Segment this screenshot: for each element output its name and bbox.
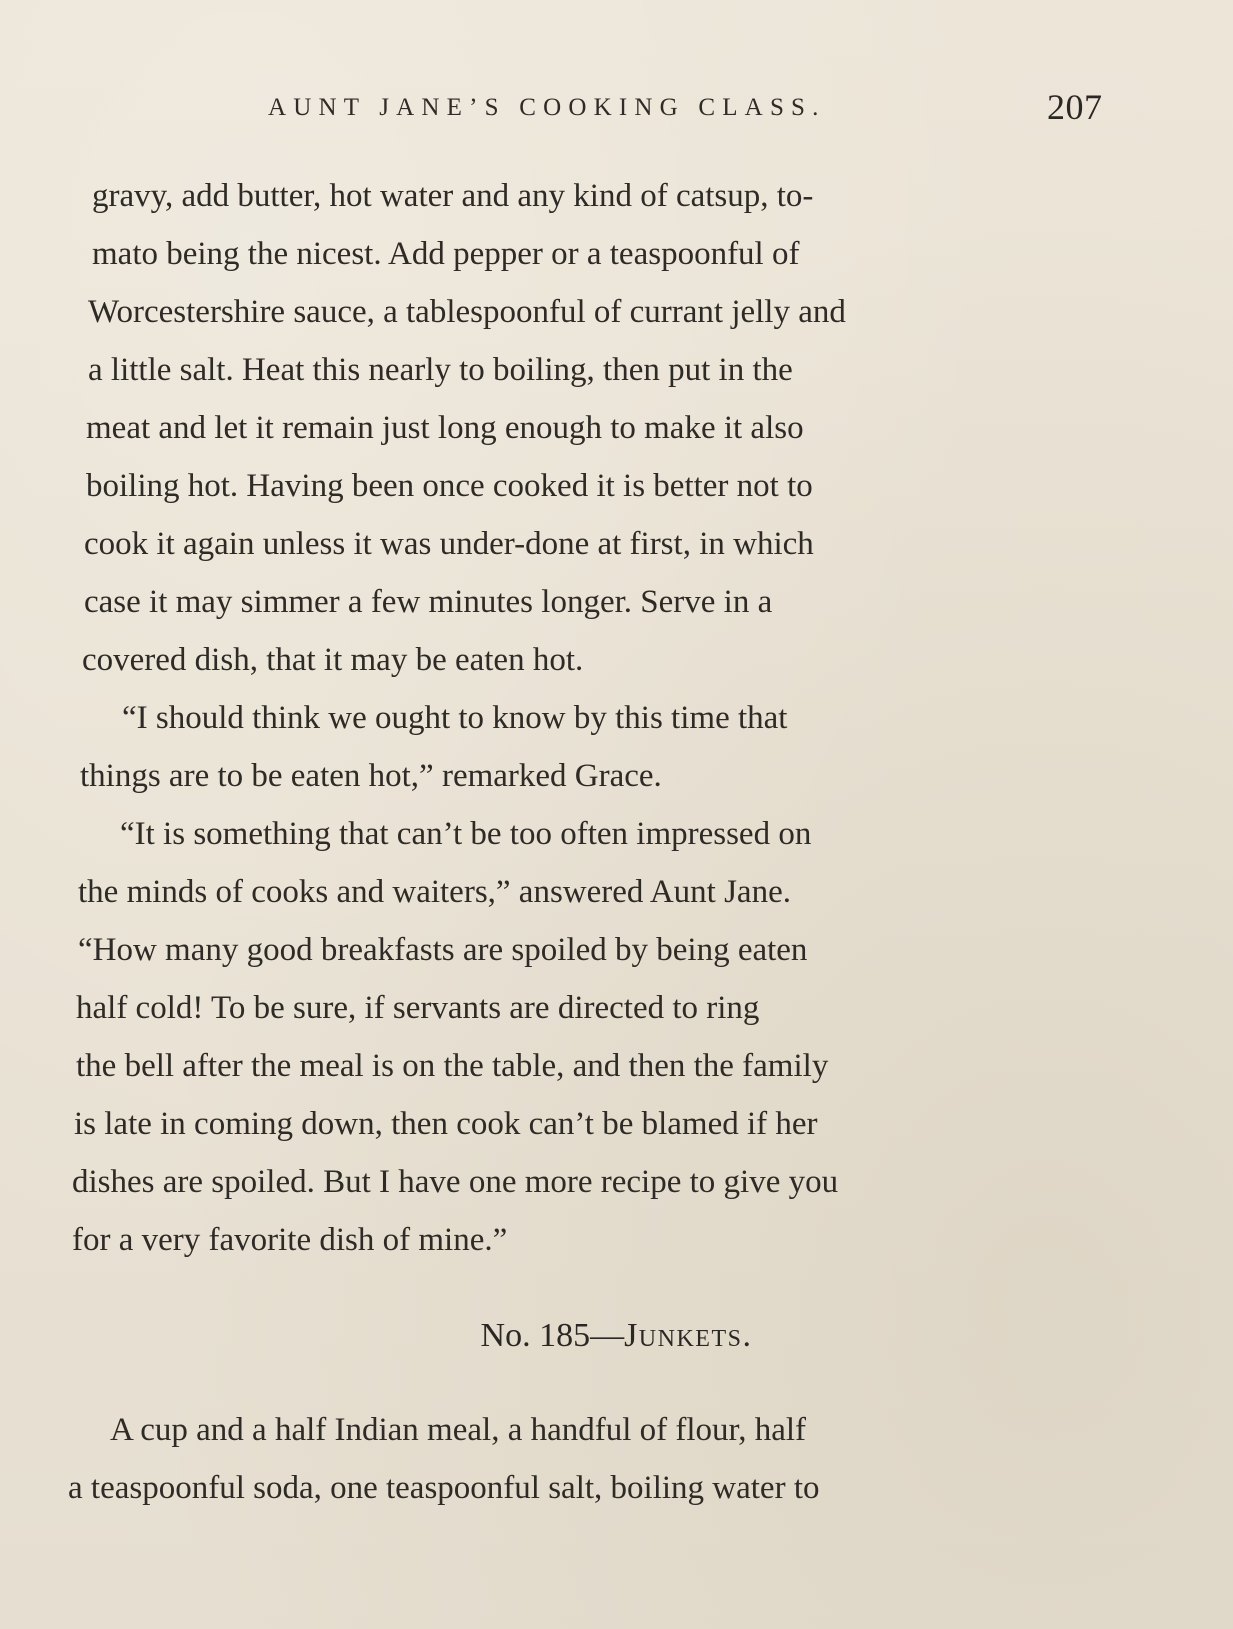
text-line: case it may simmer a few minutes longer. Serve in a <box>84 584 773 620</box>
text-line: half cold! To be sure, if servants are directed to ring <box>76 990 760 1026</box>
text-line: “I should think we ought to know by this time that <box>122 700 788 736</box>
text-line: Worcestershire sauce, a tablespoonful of currant jelly and <box>88 294 846 330</box>
text-line: for a very favorite dish of mine.” <box>72 1222 508 1258</box>
text-line: the minds of cooks and waiters,” answered Aunt Jane. <box>78 874 791 910</box>
text-line: things are to be eaten hot,” remarked Grace. <box>80 758 662 794</box>
recipe-number: No. 185— <box>480 1317 625 1354</box>
running-head <box>0 86 1233 136</box>
recipe-title: Junkets. <box>624 1317 753 1354</box>
text-line: a little salt. Heat this nearly to boiling, then put in the <box>88 352 793 388</box>
recipe-heading <box>0 1316 1233 1356</box>
text-line: “How many good breakfasts are spoiled by being eaten <box>78 932 808 968</box>
text-line: A cup and a half Indian meal, a handful of flour, half <box>110 1412 807 1448</box>
text-line: meat and let it remain just long enough to make it also <box>86 410 804 446</box>
text-line: covered dish, that it may be eaten hot. <box>82 642 584 678</box>
text-line: is late in coming down, then cook can’t be blamed if her <box>74 1106 818 1142</box>
text-line: mato being the nicest. Add pepper or a teaspoonful of <box>92 236 800 272</box>
text-line: a teaspoonful soda, one teaspoonful salt, boiling water to <box>68 1470 820 1506</box>
text-line: boiling hot. Having been once cooked it is better not to <box>86 468 813 504</box>
text-line: dishes are spoiled. But I have one more recipe to give you <box>72 1164 839 1200</box>
running-title: AUNT JANE’S COOKING CLASS. <box>268 94 826 121</box>
text-line: cook it again unless it was under-done at first, in which <box>84 526 814 562</box>
text-line: gravy, add butter, hot water and any kind of catsup, to- <box>92 178 814 214</box>
page-number: 207 <box>1047 87 1103 127</box>
text-line: the bell after the meal is on the table, and then the family <box>76 1048 829 1084</box>
text-line: “It is something that can’t be too often impressed on <box>120 816 812 852</box>
